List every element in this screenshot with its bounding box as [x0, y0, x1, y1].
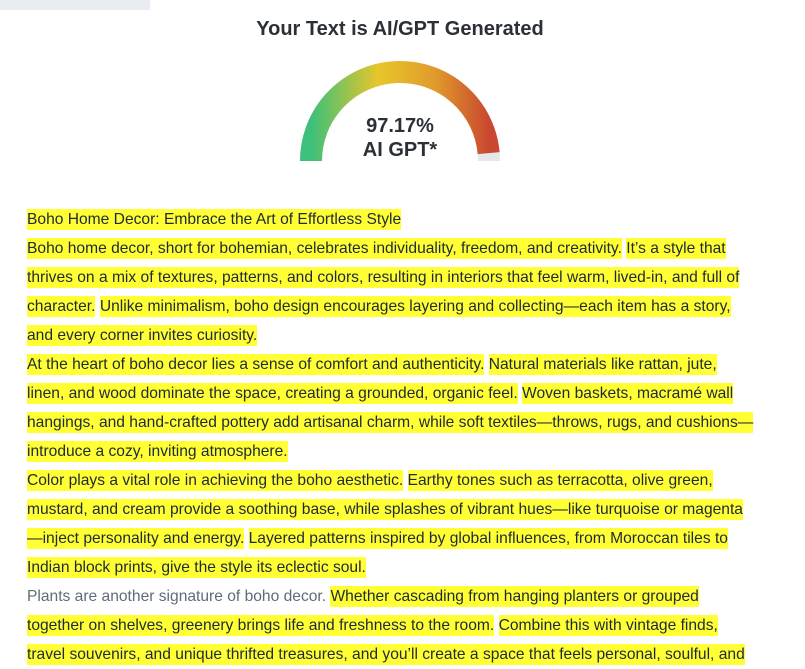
text-line — [27, 553, 787, 582]
plain-sentence — [403, 472, 407, 489]
highlighted-sentence: linen, and wood dominate the space, creating a grounded, organic feel. — [27, 385, 518, 402]
ai-score-gauge — [299, 60, 501, 165]
text-line — [27, 263, 787, 292]
plain-sentence — [244, 530, 248, 547]
top-strip — [0, 0, 805, 14]
highlighted-sentence: Earthy tones such as terracotta, olive green, — [407, 472, 713, 489]
highlighted-sentence: thrives on a mix of textures, patterns, and colors, resulting in interiors that feel warm, lived-in, and full of — [27, 269, 740, 286]
highlighted-sentence: mustard, and cream provide a soothing base, while splashes of vibrant hues—like turquoise or magenta — [27, 501, 743, 518]
highlighted-sentence: Combine this with vintage finds, — [498, 617, 718, 634]
text-line — [27, 350, 787, 379]
ai-score-value: 97.17% — [366, 115, 434, 137]
highlighted-sentence: and every corner invites curiosity. — [27, 327, 258, 344]
text-line — [27, 466, 787, 495]
highlighted-sentence: Boho home decor, short for bohemian, celebrates individuality, freedom, and creativity. — [27, 240, 622, 257]
highlighted-sentence: character. — [27, 298, 96, 315]
highlighted-sentence: Layered patterns inspired by global influences, from Moroccan tiles to — [248, 530, 728, 547]
text-line — [27, 234, 787, 263]
text-line — [27, 524, 787, 553]
text-line — [27, 205, 787, 234]
highlighted-sentence: —inject personality and energy. — [27, 530, 245, 547]
text-line — [27, 379, 787, 408]
highlighted-sentence: Whether cascading from hanging planters or grouped — [330, 588, 699, 605]
text-line — [27, 437, 787, 466]
text-line — [27, 495, 787, 524]
result-title: Your Text is AI/GPT Generated — [256, 18, 544, 40]
plain-sentence: Plants are another signature of boho decor. — [27, 588, 327, 605]
ai-score-label: AI GPT* — [362, 139, 438, 161]
highlighted-sentence: Color plays a vital role in achieving the boho aesthetic. — [27, 472, 404, 489]
plain-sentence — [494, 617, 498, 634]
highlighted-sentence: Indian block prints, give the style its eclectic soul. — [27, 559, 366, 576]
text-line — [27, 611, 787, 640]
highlighted-sentence: travel souvenirs, and unique thrifted treasures, and you’ll create a space that feels personal, soulful, and — [27, 646, 745, 663]
highlighted-sentence: At the heart of boho decor lies a sense of comfort and authenticity. — [27, 356, 485, 373]
highlighted-sentence: together on shelves, greenery brings life and freshness to the room. — [27, 617, 495, 634]
text-line — [27, 321, 787, 350]
highlighted-sentence: introduce a cozy, inviting atmosphere. — [27, 443, 288, 460]
text-line — [27, 408, 787, 437]
highlighted-sentence: It’s a style that — [626, 240, 726, 257]
highlighted-sentence: Unlike minimalism, boho design encourages layering and collecting—each item has a story, — [99, 298, 731, 315]
highlighted-sentence: hangings, and hand-crafted pottery add artisanal charm, while soft textiles—throws, rugs, and cushions— — [27, 414, 754, 431]
highlighted-sentence: Woven baskets, macramé wall — [522, 385, 734, 402]
text-line — [27, 640, 787, 669]
text-line — [27, 292, 787, 321]
highlighted-sentence: Boho Home Decor: Embrace the Art of Effortless Style — [27, 211, 402, 228]
top-strip-shade — [0, 0, 150, 10]
analyzed-text — [27, 205, 787, 669]
text-line — [27, 582, 787, 611]
highlighted-sentence: Natural materials like rattan, jute, — [488, 356, 717, 373]
